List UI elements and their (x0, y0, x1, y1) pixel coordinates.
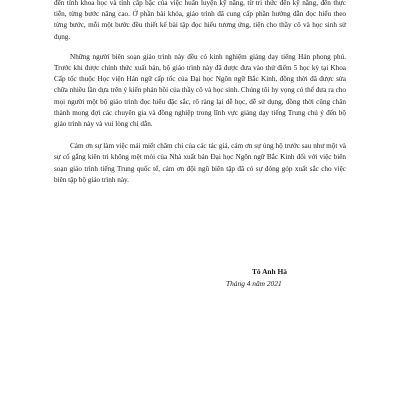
body-text (54, 0, 346, 186)
paragraph-thanks: Cảm ơn sự làm việc mải miết chăm chỉ của các tác giả, cảm ơn sự ủng hộ trước sau như một và sự cố gắng kiên trì không mệt mỏi của Nhà xuất bản Đại học Ngôn ngữ Bắc Kinh đối với việc biên soạn giáo trình tiếng Trung quốc tế, cảm ơn đội ngũ biên tập đã có sự đóng góp xuất sắc cho việc biên tập bộ giáo trình này. (54, 142, 346, 184)
paragraph-continuation: đến tính khoa học và tính cấp bậc của việc huấn luyện kỹ năng, từ tri thức đến kỹ năng, đến thực tiễn, từng bước nâng cao. Ở phần bài khóa, giáo trình đã cung cấp phần hướng dẫn đọc hiểu theo từng bước, mỗi một bước đều thiết kế bài tập đọc hiểu tương ứng, tiện cho thầy cô và học sinh sử dụng. (54, 0, 346, 41)
signature-block (0, 266, 400, 290)
paragraph-authors: Những người biên soạn giáo trình này đều có kinh nghiệm giảng dạy tiếng Hán phong phú. Trước khi được chính thức xuất bản, bộ giáo trình này đã được đưa vào thử điểm 5 học kỳ tại Khoa Cấp tốc thuộc Học viện Hán ngữ cấp tốc của Đại học Ngôn ngữ Bắc Kinh, đồng thời đã được sửa chữa nhiều lần dựa trên ý kiến phản hồi của thầy cô và học sinh. Chúng tôi hy vọng có thể đưa ra cho mọi người một bộ giáo trình đọc hiểu đặc sắc, rõ ràng lại dễ học, dễ sử dụng, đồng thời cũng chân thành mong đợi các chuyên gia và đồng nghiệp trong lĩnh vực giảng dạy tiếng Trung chú ý đến bộ giáo trình này và vui lòng chỉ dẫn. (54, 52, 346, 129)
signature-name: Tô Anh Hà (252, 267, 287, 276)
signature-date: Tháng 4 năm 2021 (226, 279, 282, 288)
